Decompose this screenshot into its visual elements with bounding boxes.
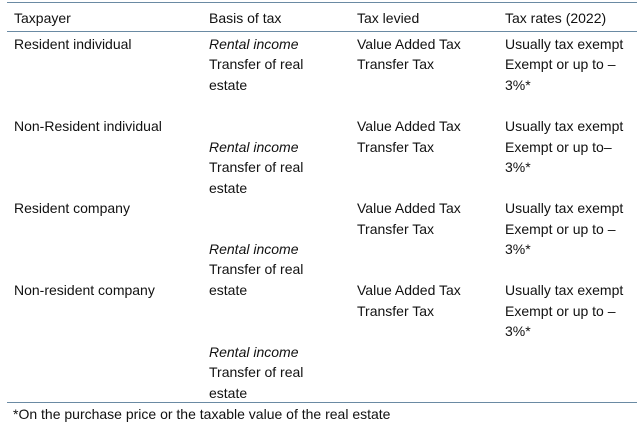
- table-top-rule: [7, 2, 637, 3]
- row-1-basis-transfer: Transfer of real: [209, 56, 304, 72]
- row-4-rate-percent: 3%*: [505, 323, 531, 339]
- row-4-rate-exempt: Usually tax exempt: [505, 282, 624, 298]
- header-basis-of-tax: Basis of tax: [209, 10, 282, 26]
- row-4-taxpayer: Non-resident company: [14, 282, 155, 298]
- row-4-basis-estate: estate: [209, 385, 248, 401]
- row-1-levied-vat: Value Added Tax: [357, 36, 461, 52]
- row-2-basis-rental: Rental income: [209, 139, 299, 155]
- row-2-rate-exempt: Usually tax exempt: [505, 118, 624, 134]
- row-1-basis-estate: estate: [209, 77, 248, 93]
- row-4-basis-rental: Rental income: [209, 344, 299, 360]
- row-4-levied-transfer: Transfer Tax: [357, 303, 435, 319]
- row-3-basis-rental: Rental income: [209, 241, 299, 257]
- row-1-rate-exempt: Usually tax exempt: [505, 36, 624, 52]
- header-taxpayer: Taxpayer: [14, 10, 71, 26]
- row-2-basis-estate: estate: [209, 180, 248, 196]
- row-1-taxpayer: Resident individual: [14, 36, 132, 52]
- row-4-basis-transfer: Transfer of real: [209, 364, 304, 380]
- row-3-rate-percent: 3%*: [505, 241, 531, 257]
- row-2-taxpayer: Non-Resident individual: [14, 118, 162, 134]
- row-2-levied-transfer: Transfer Tax: [357, 139, 435, 155]
- row-2-levied-vat: Value Added Tax: [357, 118, 461, 134]
- row-3-basis-estate: estate: [209, 282, 248, 298]
- table-bottom-rule: [7, 402, 637, 403]
- row-1-rate-upto: Exempt or up to –: [505, 56, 616, 72]
- row-4-levied-vat: Value Added Tax: [357, 282, 461, 298]
- row-3-rate-upto: Exempt or up to –: [505, 221, 616, 237]
- header-tax-rates: Tax rates (2022): [505, 10, 607, 26]
- row-2-basis-transfer: Transfer of real: [209, 159, 304, 175]
- row-2-rate-percent: 3%*: [505, 159, 531, 175]
- row-4-rate-upto: Exempt or up to –: [505, 303, 616, 319]
- row-1-levied-transfer: Transfer Tax: [357, 56, 435, 72]
- row-3-levied-vat: Value Added Tax: [357, 200, 461, 216]
- header-tax-levied: Tax levied: [357, 10, 420, 26]
- row-3-basis-transfer: Transfer of real: [209, 261, 304, 277]
- header-bottom-rule: [7, 31, 637, 32]
- row-1-rate-percent: 3%*: [505, 77, 531, 93]
- row-3-levied-transfer: Transfer Tax: [357, 221, 435, 237]
- row-1-basis-rental: Rental income: [209, 36, 299, 52]
- row-3-rate-exempt: Usually tax exempt: [505, 200, 624, 216]
- row-3-taxpayer: Resident company: [14, 200, 130, 216]
- footnote: *On the purchase price or the taxable value of the real estate: [13, 406, 391, 422]
- row-2-rate-upto: Exempt or up to–: [505, 139, 612, 155]
- tax-table: [7, 0, 637, 429]
